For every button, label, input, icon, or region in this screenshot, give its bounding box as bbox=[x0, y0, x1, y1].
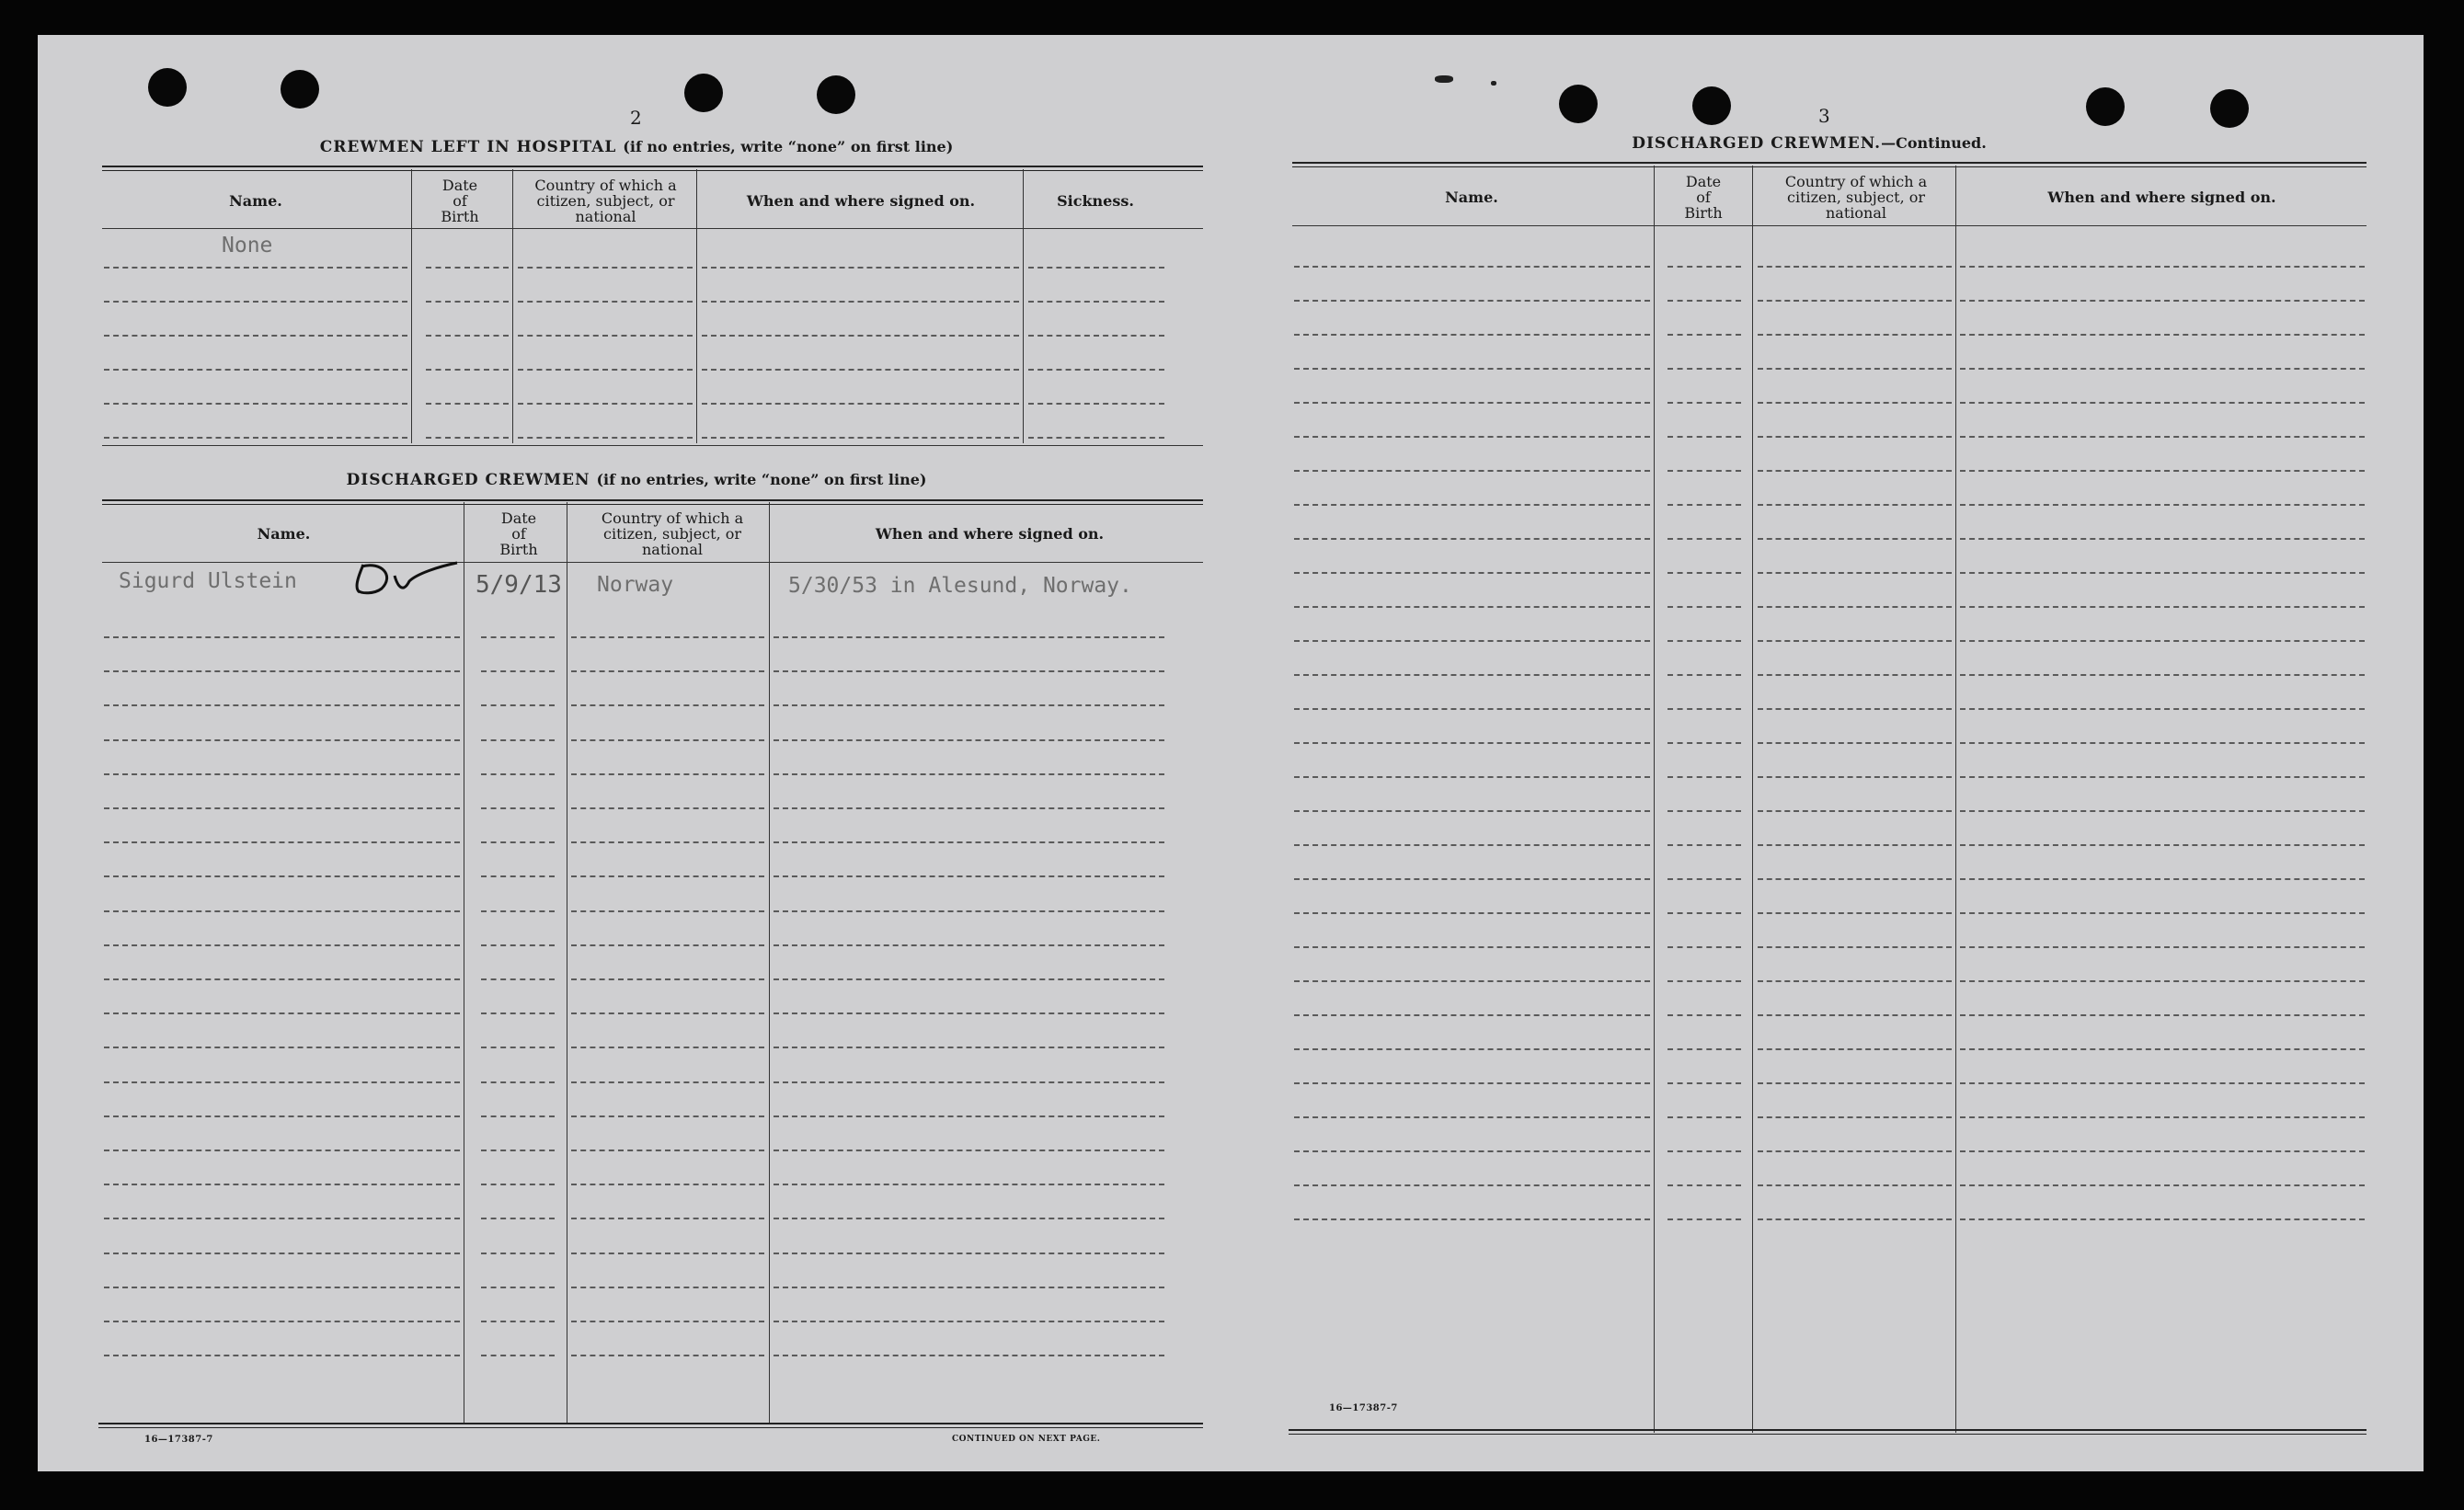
ruled-line bbox=[1758, 606, 1952, 608]
ruled-line bbox=[104, 437, 407, 439]
ruled-line bbox=[1294, 1218, 1650, 1220]
ruled-line bbox=[426, 335, 509, 337]
ruled-line bbox=[774, 1218, 1164, 1219]
ruled-line bbox=[1667, 606, 1741, 608]
ruled-line bbox=[774, 1150, 1164, 1151]
ruled-line bbox=[1667, 1048, 1741, 1050]
ruled-line bbox=[481, 1355, 555, 1356]
ruled-line bbox=[1667, 1184, 1741, 1186]
ruled-line bbox=[518, 369, 693, 371]
ruled-line bbox=[1960, 572, 2365, 574]
ruled-line bbox=[1758, 538, 1952, 540]
right-section-title: DISCHARGED CREWMEN.—Continued. bbox=[1632, 134, 1987, 153]
ruled-line bbox=[1294, 708, 1650, 710]
ruled-line bbox=[481, 1184, 555, 1185]
ruled-line bbox=[702, 369, 1019, 371]
ruled-line bbox=[518, 335, 693, 337]
ruled-line bbox=[481, 636, 555, 638]
ruled-line bbox=[571, 944, 764, 946]
ruled-line bbox=[1960, 640, 2365, 642]
continued-note: CONTINUED ON NEXT PAGE. bbox=[952, 1435, 1101, 1444]
ruled-line bbox=[1960, 912, 2365, 914]
ruled-line bbox=[1294, 640, 1650, 642]
ruled-line bbox=[1960, 810, 2365, 812]
ruled-line bbox=[1758, 572, 1952, 574]
ruled-line bbox=[1294, 368, 1650, 370]
ruled-line bbox=[1758, 504, 1952, 506]
ruled-line bbox=[481, 670, 555, 672]
column-rule bbox=[512, 169, 513, 443]
ruled-line bbox=[1667, 1116, 1741, 1118]
ruled-line bbox=[702, 335, 1019, 337]
ruled-line bbox=[571, 1184, 764, 1185]
column-rule bbox=[1955, 166, 1956, 1433]
ruled-line bbox=[1294, 606, 1650, 608]
col-sickness-header: Sickness. bbox=[1057, 191, 1134, 210]
ruled-line bbox=[1758, 742, 1952, 744]
ruled-line bbox=[1758, 844, 1952, 846]
right-page bbox=[1235, 35, 2424, 1471]
header-rule bbox=[1292, 225, 2367, 226]
ruled-line bbox=[104, 1253, 460, 1254]
col-country-header: Country of which a citizen, subject, or national bbox=[534, 176, 677, 225]
ruled-line bbox=[1028, 437, 1164, 439]
ruled-line bbox=[481, 1321, 555, 1322]
ruled-line bbox=[774, 1081, 1164, 1083]
column-rule bbox=[696, 169, 697, 443]
ruled-line bbox=[702, 267, 1019, 269]
ruled-line bbox=[1758, 334, 1952, 336]
ruled-line bbox=[481, 1218, 555, 1219]
ruled-line bbox=[426, 267, 509, 269]
ruled-line bbox=[1960, 402, 2365, 404]
ruled-line bbox=[571, 1218, 764, 1219]
ruled-line bbox=[571, 670, 764, 672]
col-name-header: Name. bbox=[257, 524, 311, 543]
form-number: 16—17387-7 bbox=[144, 1435, 213, 1445]
ruled-line bbox=[1960, 538, 2365, 540]
ruled-line bbox=[1758, 436, 1952, 438]
ruled-line bbox=[1667, 1150, 1741, 1152]
ruled-line bbox=[104, 1355, 460, 1356]
ruled-line bbox=[481, 1081, 555, 1083]
ruled-line bbox=[1758, 946, 1952, 948]
ruled-line bbox=[1758, 470, 1952, 472]
crewman-signed-on: 5/30/53 in Alesund, Norway. bbox=[788, 574, 1132, 598]
ruled-line bbox=[104, 875, 460, 877]
ruled-line bbox=[104, 773, 460, 775]
ruled-line bbox=[774, 1287, 1164, 1288]
ruled-line bbox=[1667, 436, 1741, 438]
hospital-section-title: CREWMEN LEFT IN HOSPITAL (if no entries, write “none” on first line) bbox=[319, 138, 954, 156]
ruled-line bbox=[571, 704, 764, 706]
ruled-line bbox=[104, 1115, 460, 1117]
column-rule bbox=[1752, 166, 1753, 1433]
ink-mark bbox=[1435, 75, 1453, 83]
column-rule bbox=[411, 169, 412, 443]
ruled-line bbox=[1960, 1116, 2365, 1118]
ruled-line bbox=[1758, 1014, 1952, 1016]
ruled-line bbox=[104, 1321, 460, 1322]
ruled-line bbox=[104, 704, 460, 706]
column-rule bbox=[769, 502, 770, 1424]
ruled-line bbox=[1667, 402, 1741, 404]
ruled-line bbox=[1960, 980, 2365, 982]
ruled-line bbox=[1960, 1184, 2365, 1186]
punch-hole bbox=[1559, 85, 1598, 123]
ruled-line bbox=[1294, 742, 1650, 744]
ruled-line bbox=[774, 636, 1164, 638]
ruled-line bbox=[1294, 1184, 1650, 1186]
ruled-line bbox=[104, 944, 460, 946]
ruled-line bbox=[104, 739, 460, 741]
ruled-line bbox=[1667, 368, 1741, 370]
punch-hole bbox=[684, 74, 723, 112]
ruled-line bbox=[1960, 1082, 2365, 1084]
ruled-line bbox=[1667, 334, 1741, 336]
ruled-line bbox=[1667, 844, 1741, 846]
ruled-line bbox=[774, 1115, 1164, 1117]
ruled-line bbox=[1294, 470, 1650, 472]
ruled-line bbox=[481, 773, 555, 775]
ruled-line bbox=[1294, 980, 1650, 982]
ruled-line bbox=[1960, 504, 2365, 506]
crewman-country: Norway bbox=[597, 573, 674, 597]
ruled-line bbox=[1758, 1150, 1952, 1152]
ruled-line bbox=[104, 1184, 460, 1185]
ruled-line bbox=[1667, 776, 1741, 778]
ruled-line bbox=[1758, 266, 1952, 268]
ruled-line bbox=[104, 978, 460, 980]
punch-hole bbox=[1692, 86, 1731, 125]
ruled-line bbox=[481, 1253, 555, 1254]
ruled-line bbox=[1960, 334, 2365, 336]
column-rule bbox=[1023, 169, 1024, 443]
ruled-line bbox=[104, 910, 460, 912]
ruled-line bbox=[1667, 266, 1741, 268]
ruled-line bbox=[1960, 776, 2365, 778]
ruled-line bbox=[1960, 1218, 2365, 1220]
ruled-line bbox=[774, 944, 1164, 946]
ruled-line bbox=[1960, 1048, 2365, 1050]
ruled-line bbox=[1960, 878, 2365, 880]
ruled-line bbox=[518, 437, 693, 439]
ruled-line bbox=[1667, 640, 1741, 642]
ruled-line bbox=[1758, 1048, 1952, 1050]
ruled-line bbox=[1758, 810, 1952, 812]
ruled-line bbox=[1667, 878, 1741, 880]
ruled-line bbox=[1758, 674, 1952, 676]
ruled-line bbox=[774, 704, 1164, 706]
ruled-line bbox=[1667, 980, 1741, 982]
ruled-line bbox=[571, 841, 764, 843]
ruled-line bbox=[518, 267, 693, 269]
page-number: 3 bbox=[1818, 105, 1830, 127]
ruled-line bbox=[571, 1355, 764, 1356]
ruled-line bbox=[571, 1287, 764, 1288]
col-dob-header: Date of Birth bbox=[1684, 172, 1723, 222]
ruled-line bbox=[702, 301, 1019, 303]
ruled-line bbox=[1758, 1218, 1952, 1220]
ruled-line bbox=[702, 403, 1019, 405]
ruled-line bbox=[104, 1012, 460, 1014]
ruled-line bbox=[1294, 1150, 1650, 1152]
ruled-line bbox=[571, 978, 764, 980]
ruled-line bbox=[1294, 1014, 1650, 1016]
punch-hole bbox=[817, 75, 855, 114]
ruled-line bbox=[1294, 436, 1650, 438]
ruled-line bbox=[104, 267, 407, 269]
ruled-line bbox=[1758, 300, 1952, 302]
ruled-line bbox=[518, 403, 693, 405]
ruled-line bbox=[1960, 844, 2365, 846]
ruled-line bbox=[104, 636, 460, 638]
ruled-line bbox=[1960, 742, 2365, 744]
ruled-line bbox=[774, 1355, 1164, 1356]
ruled-line bbox=[481, 841, 555, 843]
ruled-line bbox=[571, 636, 764, 638]
discharged-section-title: DISCHARGED CREWMEN (if no entries, write “none” on first line) bbox=[346, 471, 927, 489]
ruled-line bbox=[571, 1047, 764, 1048]
ruled-line bbox=[1028, 267, 1164, 269]
ruled-line bbox=[774, 841, 1164, 843]
table-bottom-rule bbox=[98, 1423, 1203, 1428]
ruled-line bbox=[571, 1321, 764, 1322]
ruled-line bbox=[1758, 402, 1952, 404]
ruled-line bbox=[1667, 1082, 1741, 1084]
ruled-line bbox=[1758, 708, 1952, 710]
col-country-header: Country of which a citizen, subject, or national bbox=[1784, 172, 1928, 222]
ruled-line bbox=[1667, 538, 1741, 540]
ruled-line bbox=[1294, 402, 1650, 404]
ruled-line bbox=[774, 875, 1164, 877]
ruled-line bbox=[571, 875, 764, 877]
ruled-line bbox=[1667, 674, 1741, 676]
left-page bbox=[38, 35, 1235, 1471]
ruled-line bbox=[1667, 1218, 1741, 1220]
ruled-line bbox=[426, 369, 509, 371]
ruled-line bbox=[104, 403, 407, 405]
ruled-line bbox=[1667, 470, 1741, 472]
ruled-line bbox=[1667, 946, 1741, 948]
ruled-line bbox=[1028, 403, 1164, 405]
ruled-line bbox=[1028, 369, 1164, 371]
page-number: 2 bbox=[630, 107, 642, 129]
ruled-line bbox=[1960, 266, 2365, 268]
ruled-line bbox=[1294, 776, 1650, 778]
ruled-line bbox=[481, 1115, 555, 1117]
ruled-line bbox=[1758, 1184, 1952, 1186]
ruled-line bbox=[104, 807, 460, 809]
table-bottom-rule bbox=[102, 445, 1203, 446]
col-signed-header: When and where signed on. bbox=[2047, 188, 2276, 206]
ruled-line bbox=[481, 944, 555, 946]
ruled-line bbox=[1758, 878, 1952, 880]
ruled-line bbox=[1960, 606, 2365, 608]
col-signed-header: When and where signed on. bbox=[875, 524, 1105, 543]
ruled-line bbox=[1758, 640, 1952, 642]
ruled-line bbox=[1667, 810, 1741, 812]
ruled-line bbox=[1667, 572, 1741, 574]
ruled-line bbox=[104, 1218, 460, 1219]
ruled-line bbox=[1294, 810, 1650, 812]
ruled-line bbox=[104, 335, 407, 337]
ruled-line bbox=[1294, 946, 1650, 948]
ruled-line bbox=[774, 1321, 1164, 1322]
ruled-line bbox=[1294, 266, 1650, 268]
ruled-line bbox=[104, 1081, 460, 1083]
ruled-line bbox=[481, 1012, 555, 1014]
ruled-line bbox=[774, 739, 1164, 741]
ruled-line bbox=[481, 807, 555, 809]
handwritten-initials bbox=[350, 557, 461, 598]
ruled-line bbox=[1960, 674, 2365, 676]
ruled-line bbox=[571, 807, 764, 809]
punch-hole bbox=[2210, 89, 2249, 128]
hospital-first-entry: None bbox=[222, 234, 273, 257]
ruled-line bbox=[1960, 1014, 2365, 1016]
ruled-line bbox=[1294, 1082, 1650, 1084]
ruled-line bbox=[426, 403, 509, 405]
crewman-dob: 5/9/13 bbox=[476, 571, 562, 599]
ruled-line bbox=[1294, 1048, 1650, 1050]
ruled-line bbox=[571, 1081, 764, 1083]
ruled-line bbox=[518, 301, 693, 303]
section-rule bbox=[102, 166, 1203, 171]
ruled-line bbox=[104, 1287, 460, 1288]
ruled-line bbox=[1960, 470, 2365, 472]
ruled-line bbox=[1667, 504, 1741, 506]
ruled-line bbox=[571, 739, 764, 741]
ruled-line bbox=[104, 670, 460, 672]
ruled-line bbox=[1294, 1116, 1650, 1118]
form-number: 16—17387-7 bbox=[1329, 1403, 1398, 1413]
col-name-header: Name. bbox=[1445, 188, 1498, 206]
ruled-line bbox=[481, 1150, 555, 1151]
ruled-line bbox=[1667, 912, 1741, 914]
header-rule bbox=[102, 228, 1203, 229]
header-rule bbox=[102, 562, 1203, 563]
ruled-line bbox=[481, 910, 555, 912]
ruled-line bbox=[1294, 912, 1650, 914]
ruled-line bbox=[104, 1150, 460, 1151]
ruled-line bbox=[481, 704, 555, 706]
ink-mark bbox=[1491, 81, 1496, 86]
ruled-line bbox=[774, 773, 1164, 775]
ruled-line bbox=[1960, 436, 2365, 438]
col-dob-header: Date of Birth bbox=[441, 176, 479, 225]
ruled-line bbox=[481, 739, 555, 741]
ruled-line bbox=[1667, 1014, 1741, 1016]
ruled-line bbox=[774, 1012, 1164, 1014]
ruled-line bbox=[571, 773, 764, 775]
ruled-line bbox=[481, 1047, 555, 1048]
ruled-line bbox=[571, 1115, 764, 1117]
ruled-line bbox=[1667, 300, 1741, 302]
ruled-line bbox=[1758, 980, 1952, 982]
punch-hole bbox=[2086, 87, 2125, 126]
ruled-line bbox=[104, 301, 407, 303]
punch-hole bbox=[281, 70, 319, 109]
ruled-line bbox=[1028, 335, 1164, 337]
ruled-line bbox=[774, 1184, 1164, 1185]
ruled-line bbox=[481, 978, 555, 980]
ruled-line bbox=[1758, 776, 1952, 778]
section-rule bbox=[1292, 162, 2367, 167]
ruled-line bbox=[1294, 300, 1650, 302]
ruled-line bbox=[1758, 1082, 1952, 1084]
ruled-line bbox=[774, 807, 1164, 809]
ruled-line bbox=[702, 437, 1019, 439]
ruled-line bbox=[1294, 334, 1650, 336]
ruled-line bbox=[774, 978, 1164, 980]
ruled-line bbox=[774, 670, 1164, 672]
ruled-line bbox=[1960, 946, 2365, 948]
ruled-line bbox=[1028, 301, 1164, 303]
ruled-line bbox=[481, 1287, 555, 1288]
ruled-line bbox=[481, 875, 555, 877]
col-signed-header: When and where signed on. bbox=[746, 191, 976, 210]
ruled-line bbox=[571, 1253, 764, 1254]
ruled-line bbox=[774, 910, 1164, 912]
ruled-line bbox=[1667, 742, 1741, 744]
crewman-name: Sigurd Ulstein bbox=[119, 569, 297, 593]
ruled-line bbox=[1294, 538, 1650, 540]
ruled-line bbox=[571, 1150, 764, 1151]
col-name-header: Name. bbox=[229, 191, 282, 210]
ruled-line bbox=[1960, 300, 2365, 302]
table-bottom-rule bbox=[1289, 1429, 2367, 1435]
col-country-header: Country of which a citizen, subject, or national bbox=[601, 509, 744, 558]
ruled-line bbox=[571, 1012, 764, 1014]
ruled-line bbox=[774, 1253, 1164, 1254]
ruled-line bbox=[1294, 844, 1650, 846]
ruled-line bbox=[1294, 572, 1650, 574]
ruled-line bbox=[104, 841, 460, 843]
ruled-line bbox=[1960, 1150, 2365, 1152]
ruled-line bbox=[1294, 878, 1650, 880]
ruled-line bbox=[104, 1047, 460, 1048]
ruled-line bbox=[104, 369, 407, 371]
ruled-line bbox=[1758, 368, 1952, 370]
ruled-line bbox=[1960, 368, 2365, 370]
ruled-line bbox=[1758, 912, 1952, 914]
col-dob-header: Date of Birth bbox=[499, 509, 538, 558]
column-rule bbox=[1654, 166, 1655, 1433]
ruled-line bbox=[1758, 1116, 1952, 1118]
ruled-line bbox=[1294, 504, 1650, 506]
ruled-line bbox=[1960, 708, 2365, 710]
punch-hole bbox=[148, 68, 187, 107]
section-rule bbox=[102, 499, 1203, 505]
ruled-line bbox=[1294, 674, 1650, 676]
ruled-line bbox=[571, 910, 764, 912]
ruled-line bbox=[426, 301, 509, 303]
ruled-line bbox=[426, 437, 509, 439]
ruled-line bbox=[774, 1047, 1164, 1048]
ruled-line bbox=[1667, 708, 1741, 710]
